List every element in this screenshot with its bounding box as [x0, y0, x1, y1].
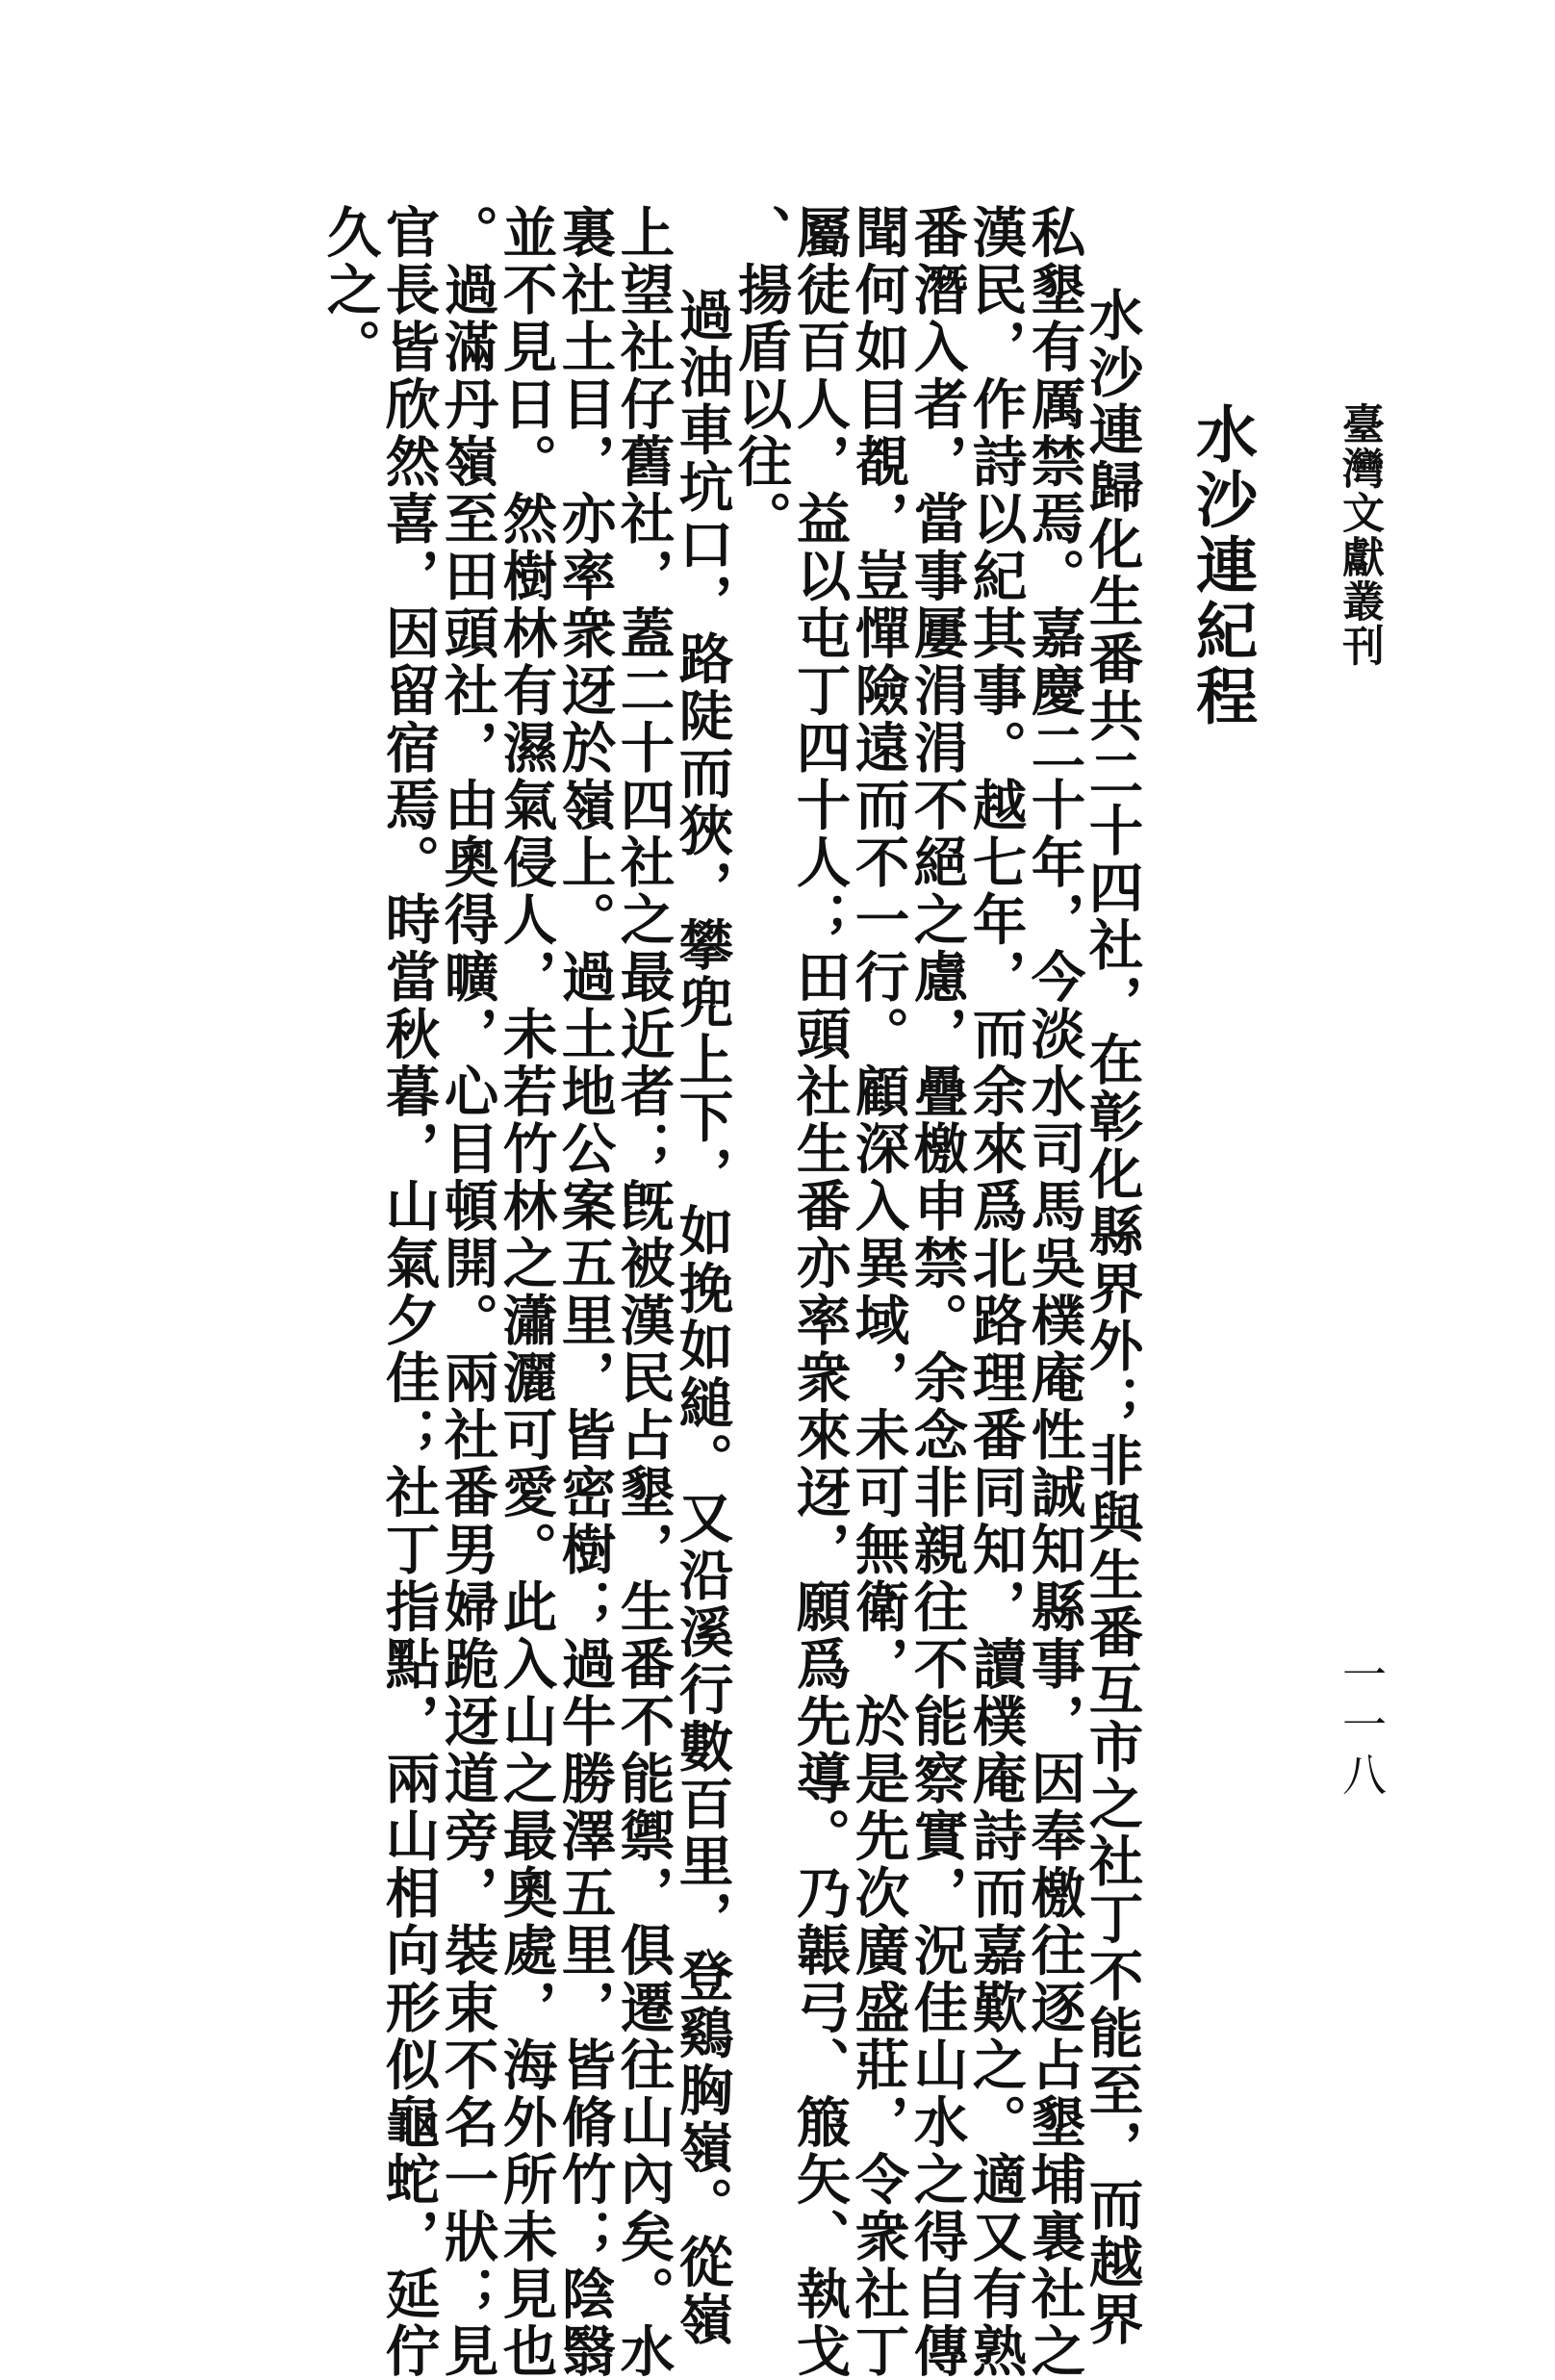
body-text-column: 過油車坑口，路陡而狹，攀兜上下，如挽如縋。又沿溪行數百里，登鷄胸嶺。從嶺	[670, 287, 734, 2348]
body-text-column: 。過滿丹嶺至田頭社，由奧得曠，心目頓開。兩社番男婦跪迓道旁，裝束不名一狀；見	[435, 204, 499, 2380]
running-header-title: 臺灣文獻叢刊	[1335, 402, 1384, 668]
body-text-column: 官長皆欣然喜，因留宿焉。時當秋暮，山氣夕佳；社丁指點，兩山相向形似龜蛇，延佇	[376, 204, 441, 2380]
body-text-column: 私墾有厲禁焉。嘉慶二十年，今淡水司馬吳樸庵性誠知縣事，因奉檄往逐占墾埔裏社之	[1022, 204, 1086, 2380]
body-text-column: 、揚盾以往。	[728, 204, 793, 548]
body-text-column: 裏社土目，亦率衆迓於嶺上。過土地公案五里，皆密樹；過牛勝澤五里，皆脩竹；陰翳	[552, 204, 617, 2380]
body-text-column: 上望社仔舊社，蓋二十四社之最近者；旣被漢民占墾，生番不能禦，俱遷往山內矣。水	[611, 204, 676, 2380]
body-text-column: 番潛入者，當事屢涓涓不絕之慮，疊檄申禁。余念非親往不能察實，況佳山水之得自傳	[905, 204, 969, 2380]
body-text-column: 久之。	[318, 204, 382, 376]
body-text-column: 並不見日。然樹林有濕氣侵人，未若竹林之瀟灑可愛。此入山之最奧處，海外所未見也	[494, 204, 558, 2380]
body-text-column: 水沙連歸化生番共二十四社，在彰化縣界外；非與生番互市之社丁不能至，而越界	[1080, 287, 1144, 2348]
article-title: 水沙連紀程	[1185, 402, 1258, 729]
body-text-column: 聞何如目覩，豈憚險遠而不一行。顧深入異域，未可無衛，於是先次廣盛莊，令衆社丁	[846, 204, 910, 2380]
body-text-column: 屬徒百人，益以屯丁四十人；田頭社生番亦率衆來迓，願爲先導。乃韔弓、箙矢、執戈	[787, 204, 852, 2380]
page-number: 一一八	[1336, 1651, 1388, 1802]
body-text-column: 漢民，作詩以紀其事。越七年，而余來爲北路理番同知，讀樸庵詩而嘉歎之。適又有熟	[963, 204, 1028, 2380]
